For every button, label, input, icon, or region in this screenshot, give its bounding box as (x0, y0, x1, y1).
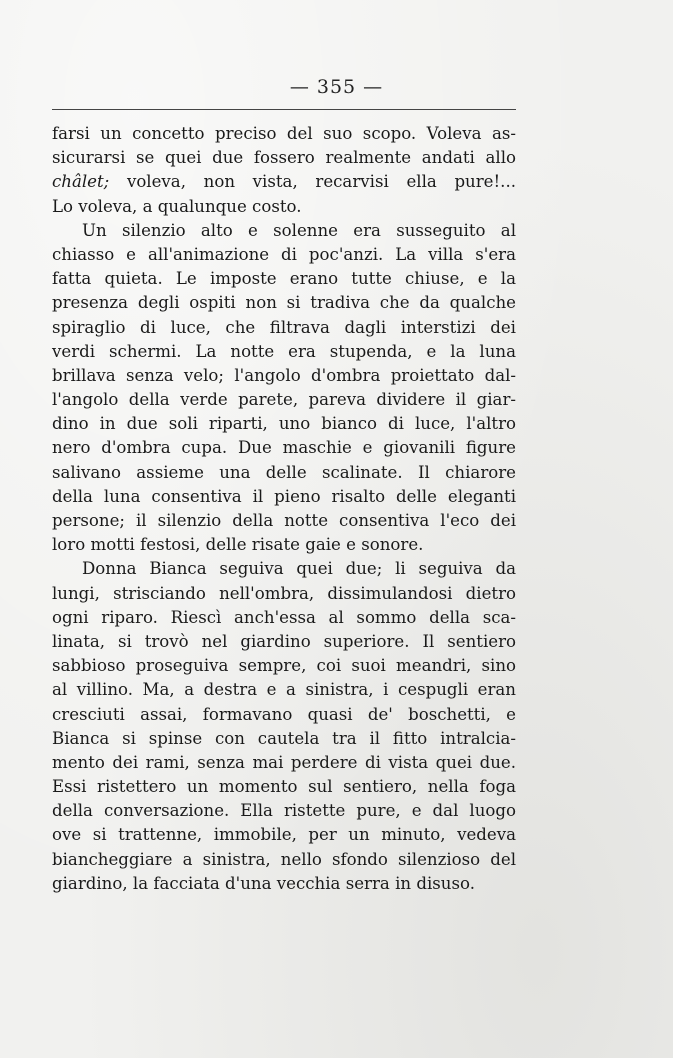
text-segment: giardino, la facciata d'una vecchia serra in disuso. (52, 873, 475, 893)
text-line (52, 146, 516, 170)
text-segment: châlet; (52, 172, 110, 192)
text-line (52, 703, 516, 727)
text-line (52, 436, 516, 460)
text-segment: della conversazione. Ella ristette pure, e dal luogo (52, 801, 516, 821)
text-line (52, 533, 516, 557)
text-segment: brillava senza velo; l'angolo d'ombra proiettato dal- (52, 365, 516, 385)
text-line (52, 751, 516, 775)
text-line (52, 630, 516, 654)
text-segment: Un silenzio alto e solenne era susseguito al (82, 220, 516, 240)
text-segment: farsi un concetto preciso del suo scopo. Voleva as- (52, 124, 516, 143)
text-segment: al villino. Ma, a destra e a sinistra, i cespugli eran (52, 680, 516, 700)
text-segment: ove si trattenne, immobile, per un minuto, vedeva (52, 825, 516, 845)
text-segment: spiraglio di luce, che filtrava dagli interstizi dei (52, 317, 516, 337)
text-line (52, 872, 516, 896)
text-segment: loro motti festosi, delle risate gaie e sonore. (52, 535, 424, 555)
text-segment: l'angolo della verde parete, pareva dividere il giar- (52, 390, 516, 410)
text-line (52, 678, 516, 702)
text-segment: ogni riparo. Riescì anch'essa al sommo della sca- (52, 607, 516, 627)
text-line (52, 654, 516, 678)
text-segment: verdi schermi. La notte era stupenda, e la luna (52, 341, 516, 361)
text-segment: mento dei rami, senza mai perdere di vista quei due. (52, 752, 516, 772)
text-line (52, 799, 516, 823)
text-line (52, 606, 516, 630)
text-line (52, 267, 516, 291)
text-segment: Lo voleva, a qualunque costo. (52, 196, 302, 216)
text-line (52, 243, 516, 267)
text-line (52, 364, 516, 388)
text-segment: Essi ristettero un momento sul sentiero, nella foga (52, 777, 516, 797)
text-line (52, 582, 516, 606)
header-rule (52, 109, 516, 110)
text-line (52, 412, 516, 436)
text-line (52, 775, 516, 799)
text-segment: chiasso e all'animazione di poc'anzi. La villa s'era (52, 244, 516, 264)
text-segment: persone; il silenzio della notte consentiva l'eco dei (52, 511, 516, 530)
body-text (52, 122, 516, 896)
text-line (52, 195, 516, 219)
text-line (52, 823, 516, 847)
text-line (52, 509, 516, 533)
text-segment: linata, si trovò nel giardino superiore. Il sentiero (52, 631, 516, 651)
text-segment: Donna Bianca seguiva quei due; li seguiva da (82, 559, 516, 579)
text-segment: Bianca si spinse con cautela tra il fitto intralcia- (52, 728, 516, 748)
text-segment: lungi, strisciando nell'ombra, dissimulandosi dietro (52, 583, 516, 603)
page-number: — 355 — (289, 76, 384, 98)
text-line (52, 219, 516, 243)
text-segment: fatta quieta. Le imposte erano tutte chiuse, e la (52, 269, 516, 289)
text-line (52, 848, 516, 872)
text-segment: voleva, non vista, recarvisi ella pure!... (109, 172, 516, 192)
text-line (52, 316, 516, 340)
text-line (52, 340, 516, 364)
text-segment: nero d'ombra cupa. Due maschie e giovanili figure (52, 438, 516, 458)
text-line (52, 291, 516, 315)
text-segment: biancheggiare a sinistra, nello sfondo silenzioso del (52, 849, 516, 869)
text-segment: dino in due soli riparti, uno bianco di luce, l'altro (52, 414, 516, 434)
text-line (52, 485, 516, 509)
text-line (52, 122, 516, 146)
text-line (52, 727, 516, 751)
text-segment: sabbioso proseguiva sempre, coi suoi meandri, sino (52, 656, 516, 676)
text-line (52, 557, 516, 581)
text-line (52, 170, 516, 194)
text-segment: cresciuti assai, formavano quasi de' boschetti, e (52, 704, 516, 724)
text-line (52, 388, 516, 412)
text-segment: sicurarsi se quei due fossero realmente andati allo (52, 148, 516, 168)
text-segment: della luna consentiva il pieno risalto delle eleganti (52, 486, 516, 506)
text-line (52, 461, 516, 485)
text-segment: salivano assieme una delle scalinate. Il chiarore (52, 462, 516, 482)
text-segment: presenza degli ospiti non si tradiva che da qualche (52, 293, 516, 313)
